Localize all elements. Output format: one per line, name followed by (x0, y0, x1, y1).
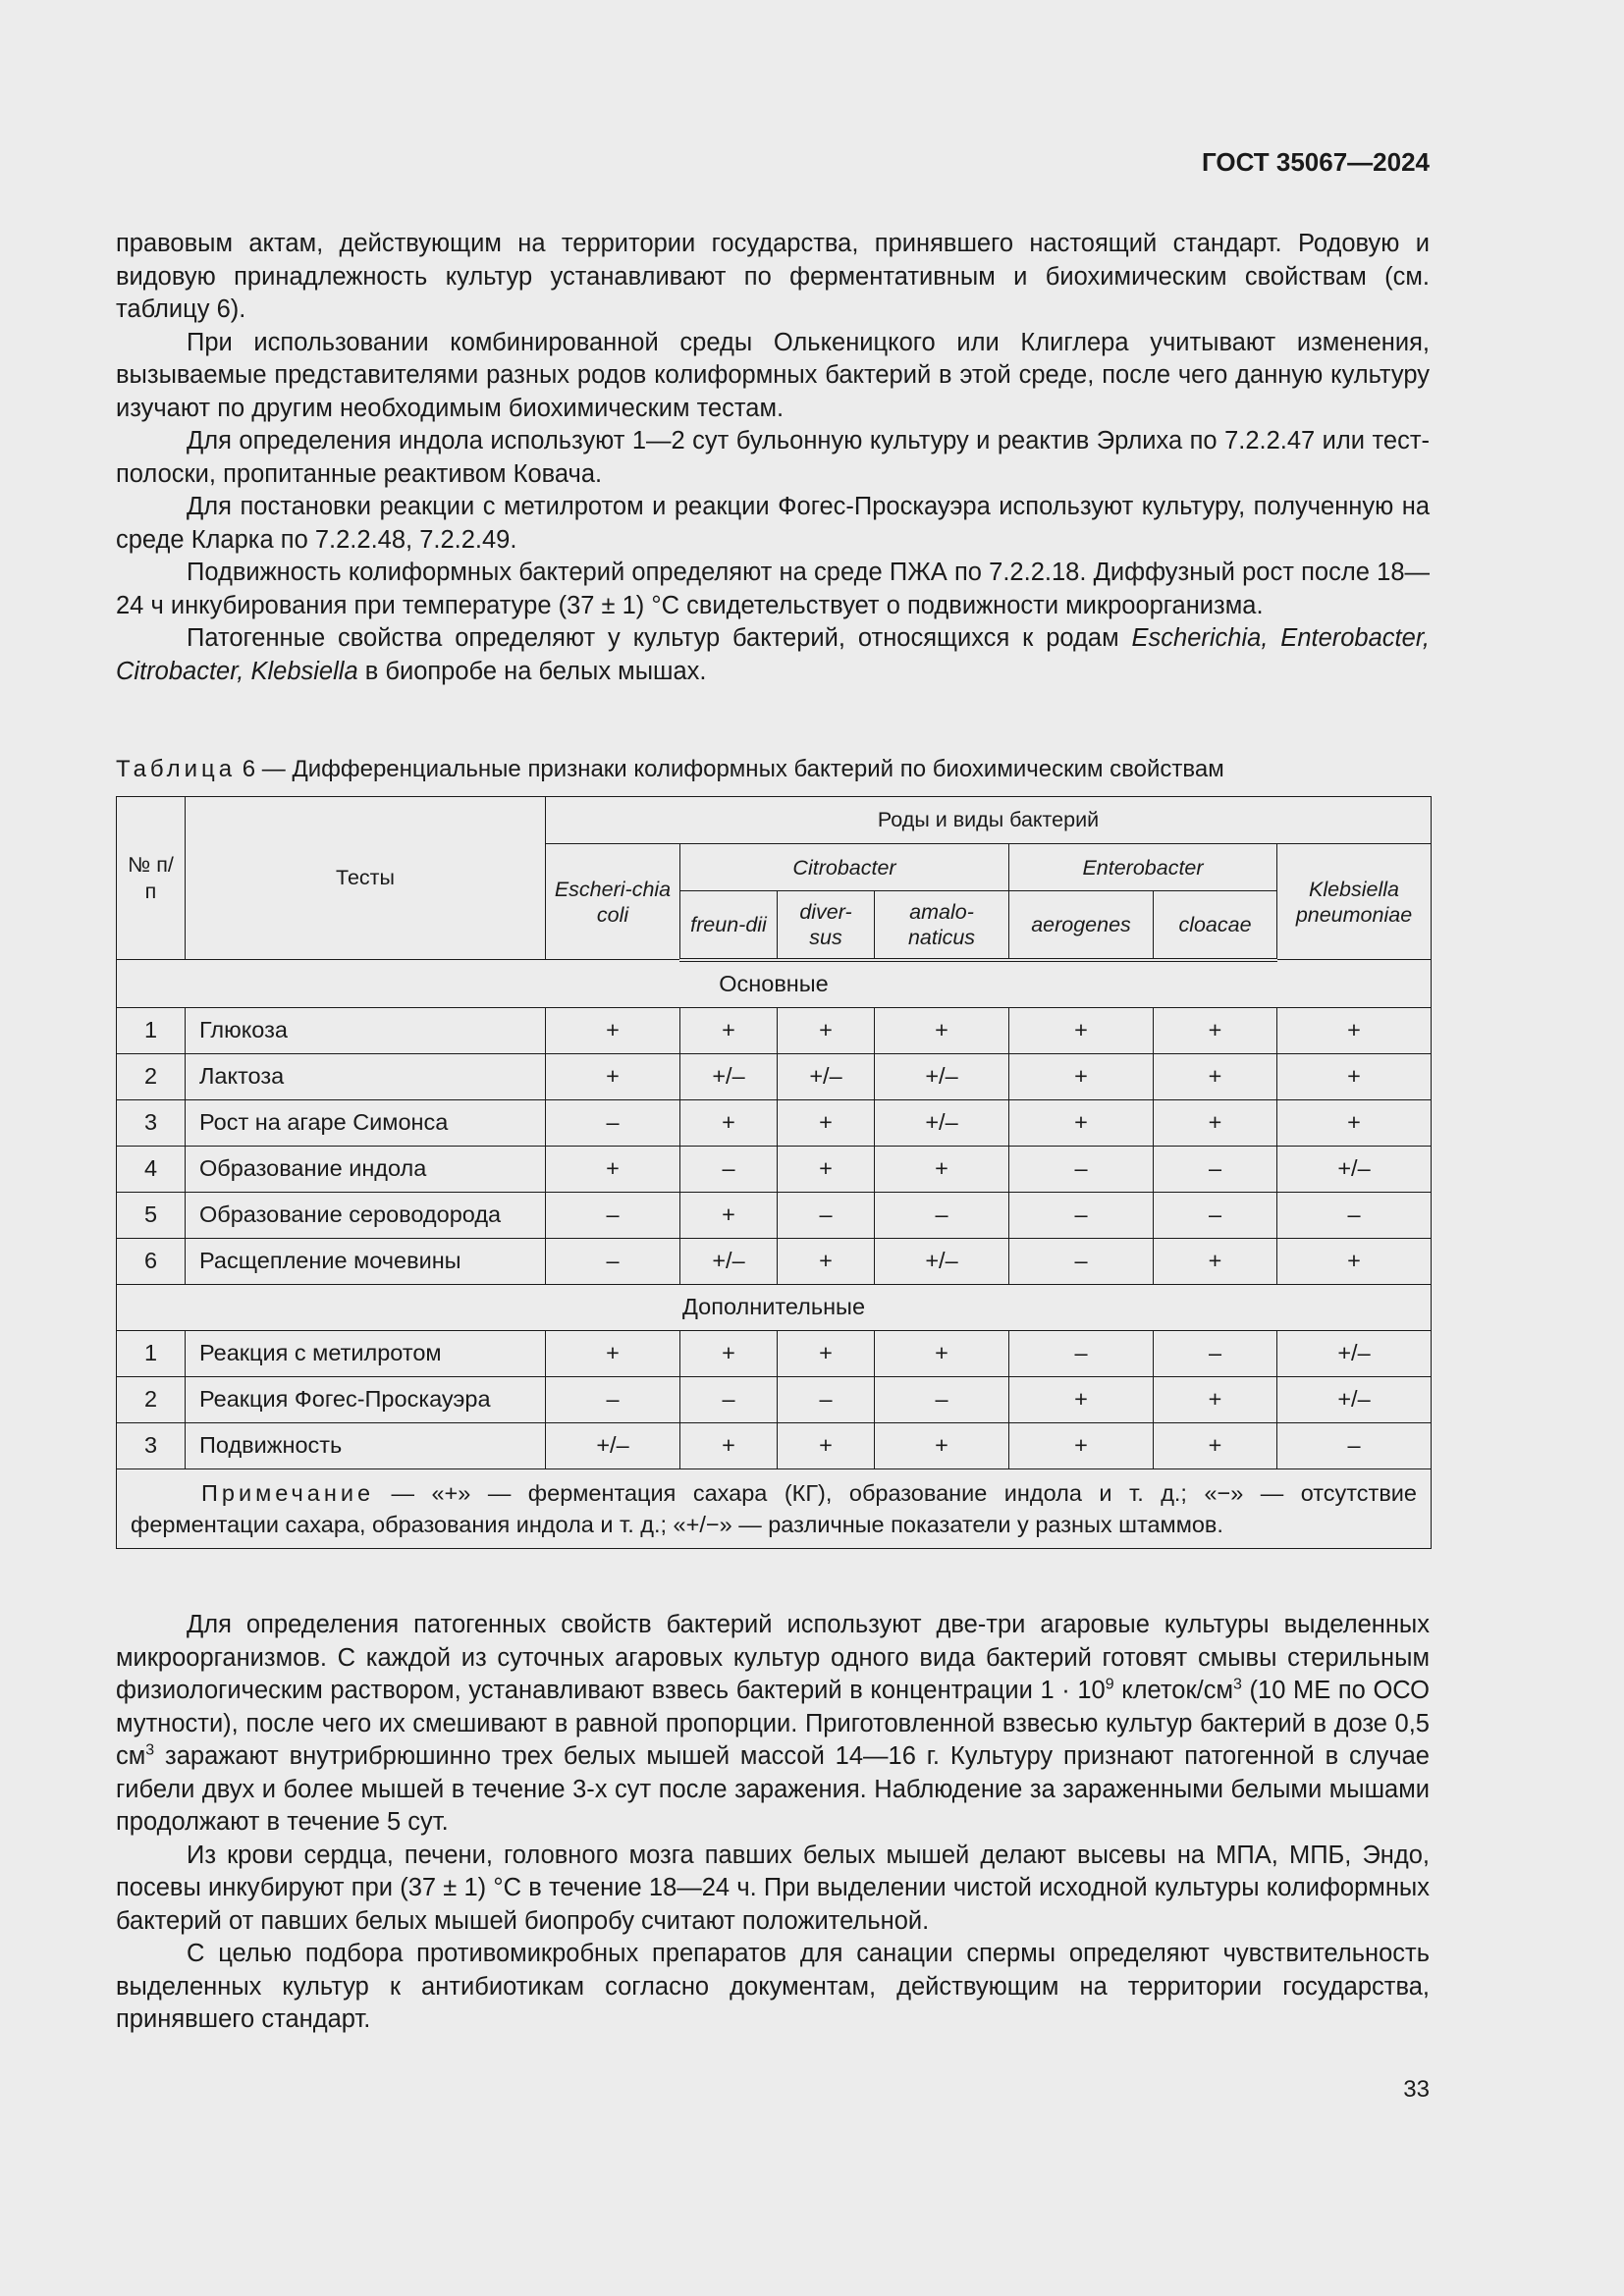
result-cell: – (778, 1192, 875, 1238)
result-cell: – (1009, 1146, 1154, 1192)
result-cell: +/– (1277, 1146, 1432, 1192)
paragraph: С целью подбора противомикробных препаратов для санации спермы определяют чувствительность выделенных культур к антибиотикам согласно документам, действующим на территории государства, принявшего стандарт. (116, 1940, 1430, 2033)
result-cell: + (546, 1330, 680, 1376)
result-cell: + (680, 1192, 778, 1238)
standard-designation: ГОСТ 35067—2024 (1202, 147, 1430, 177)
result-cell: + (1154, 1238, 1277, 1284)
result-cell: + (680, 1007, 778, 1053)
text-run: Для определения патогенных свойств бактерий используют две-три агаровые культуры выделенных микроорганизмов. С каждой из суточных агаровых культур одного вида бактерий готовят смывы стерильным физиологическим раствором, устанавливают взвесь бактерий в концентрации 1 · 10 (116, 1611, 1430, 1704)
text-run: в биопробе на белых мышах. (357, 657, 707, 685)
result-cell: – (546, 1238, 680, 1284)
col-header-cloacae: cloacae (1154, 891, 1277, 960)
col-header-aerogenes: aerogenes (1009, 891, 1154, 960)
result-cell: – (546, 1376, 680, 1422)
superscript: 3 (145, 1741, 155, 1759)
result-cell: + (1009, 1422, 1154, 1468)
col-header-klebsiella: Klebsiella pneumoniae (1277, 844, 1432, 960)
text-run: (10 МЕ по ОСО мутности), после чего их смешивают в равной пропорции. Приготовленной взвесью культур бактерий в дозе 0,5 см (116, 1677, 1430, 1770)
table-row (117, 1376, 1432, 1422)
result-cell: – (1277, 1422, 1432, 1468)
result-cell: +/– (680, 1053, 778, 1099)
text-run: Патогенные свойства определяют у культур бактерий, относящихся к родам (187, 624, 1132, 652)
table-row (117, 1007, 1432, 1053)
result-cell: + (546, 1007, 680, 1053)
superscript: 3 (1233, 1676, 1242, 1693)
result-cell: + (875, 1146, 1009, 1192)
result-cell: + (1154, 1007, 1277, 1053)
result-cell: + (1277, 1007, 1432, 1053)
result-cell: + (1009, 1053, 1154, 1099)
result-cell: – (1154, 1330, 1277, 1376)
table-row (117, 1192, 1432, 1238)
result-cell: – (1154, 1192, 1277, 1238)
paragraph (116, 1609, 1430, 1840)
result-cell: + (778, 1099, 875, 1146)
result-cell: +/– (1277, 1376, 1432, 1422)
section-title-main: Основные (117, 960, 1432, 1008)
note-text: — «+» — ферментация сахара (КГ), образование индола и т. д.; «−» — отсутствие ферментации сахара, образования индола и т. д.; «+/−» — различные показатели у разных штаммов. (131, 1479, 1417, 1537)
result-cell: – (1009, 1330, 1154, 1376)
text-block-bottom (116, 1609, 1430, 2037)
table-row (117, 1099, 1432, 1146)
result-cell: – (875, 1376, 1009, 1422)
row-number: 3 (117, 1099, 186, 1146)
page-number: 33 (1403, 2076, 1430, 2103)
result-cell: – (546, 1192, 680, 1238)
result-cell: + (1009, 1007, 1154, 1053)
result-cell: + (875, 1007, 1009, 1053)
result-cell: + (1277, 1238, 1432, 1284)
result-cell: + (1277, 1099, 1432, 1146)
result-cell: – (680, 1146, 778, 1192)
superscript: 9 (1105, 1676, 1114, 1693)
result-cell: – (546, 1099, 680, 1146)
paragraph: правовым актам, действующим на территории государства, принявшего настоящий стандарт. Родовую и видовую принадлежность культур устанавливают по ферментативным и биохимическим свойствам (см. таблицу 6). (116, 230, 1430, 323)
col-header-tests: Тесты (186, 797, 546, 960)
col-header-enterobacter: Enterobacter (1009, 844, 1277, 891)
note-label: Примечание (201, 1479, 375, 1506)
result-cell: +/– (875, 1053, 1009, 1099)
result-cell: + (680, 1099, 778, 1146)
row-number: 6 (117, 1238, 186, 1284)
result-cell: + (1009, 1099, 1154, 1146)
result-cell: + (778, 1007, 875, 1053)
text-run: клеток/см (1113, 1677, 1233, 1704)
paragraph: Подвижность колиформных бактерий определяют на среде ПЖА по 7.2.2.18. Диффузный рост после 18—24 ч инкубирования при температуре (37 ± 1) °С свидетельствует о подвижности микроорганизма. (116, 559, 1430, 619)
section-extra (117, 1284, 1432, 1468)
row-test-name: Реакция Фогес-Проскауэра (186, 1376, 546, 1422)
result-cell: +/– (546, 1422, 680, 1468)
col-header-group: Роды и виды бактерий (546, 797, 1432, 844)
paragraph: Для определения индола используют 1—2 сут бульонную культуру и реактив Эрлиха по 7.2.2.47 или тест-полоски, пропитанные реактивом Ковача. (116, 427, 1430, 488)
col-header-diversus: diver-sus (778, 891, 875, 960)
paragraph: При использовании комбинированной среды Олькеницкого или Клиглера учитывают изменения, вызываемые представителями разных родов колиформных бактерий в этой среде, после чего данную культуру изучают по другим необходимым биохимическим тестам. (116, 328, 1430, 422)
result-cell: +/– (875, 1238, 1009, 1284)
result-cell: +/– (778, 1053, 875, 1099)
col-header-freundii: freun-dii (680, 891, 778, 960)
text-run: заражают внутрибрюшинно трех белых мышей массой 14—16 г. Культуру признают патогенной в случае гибели двух и более мышей в течение 3-х сут после заражения. Наблюдение за зараженными белыми мышами продолжают в течение 5 сут. (116, 1742, 1430, 1836)
table-row (117, 1238, 1432, 1284)
result-cell: + (1154, 1422, 1277, 1468)
paragraph: Для постановки реакции с метилротом и реакции Фогес-Проскауэра используют культуру, полученную на среде Кларка по 7.2.2.48, 7.2.2.49. (116, 493, 1430, 554)
row-test-name: Образование сероводорода (186, 1192, 546, 1238)
text-block-top (116, 228, 1430, 688)
paragraph: Из крови сердца, печени, головного мозга павших белых мышей делают высевы на МПА, МПБ, Эндо, посевы инкубируют при (37 ± 1) °С в течение 18—24 ч. При выделении чистой исходной культуры колиформных бактерий от павших белых мышей биопробу считают положительной. (116, 1841, 1430, 1935)
row-test-name: Лактоза (186, 1053, 546, 1099)
col-header-number: № п/п (117, 797, 186, 960)
result-cell: + (875, 1330, 1009, 1376)
row-test-name: Образование индола (186, 1146, 546, 1192)
result-cell: + (778, 1238, 875, 1284)
result-cell: + (546, 1146, 680, 1192)
result-cell: +/– (680, 1238, 778, 1284)
row-test-name: Реакция с метилротом (186, 1330, 546, 1376)
result-cell: – (1277, 1192, 1432, 1238)
row-number: 3 (117, 1422, 186, 1468)
table-row (117, 1422, 1432, 1468)
col-header-amalonaticus: amalo-naticus (875, 891, 1009, 960)
row-number: 2 (117, 1053, 186, 1099)
col-header-ecoli: Escheri-chia coli (546, 844, 680, 960)
row-number: 5 (117, 1192, 186, 1238)
result-cell: + (1154, 1053, 1277, 1099)
row-number: 1 (117, 1007, 186, 1053)
result-cell: – (875, 1192, 1009, 1238)
col-header-citrobacter: Citrobacter (680, 844, 1009, 891)
result-cell: +/– (1277, 1330, 1432, 1376)
row-number: 2 (117, 1376, 186, 1422)
result-cell: + (778, 1422, 875, 1468)
result-cell: – (1009, 1192, 1154, 1238)
result-cell: – (680, 1376, 778, 1422)
result-cell: + (1154, 1376, 1277, 1422)
row-number: 1 (117, 1330, 186, 1376)
table-row (117, 1146, 1432, 1192)
result-cell: + (680, 1422, 778, 1468)
caption-label: Таблица (116, 756, 237, 782)
differential-table (116, 796, 1432, 1549)
result-cell: + (1009, 1376, 1154, 1422)
result-cell: + (1277, 1053, 1432, 1099)
section-title-extra: Дополнительные (117, 1284, 1432, 1330)
result-cell: + (1154, 1099, 1277, 1146)
section-main (117, 960, 1432, 1285)
result-cell: – (778, 1376, 875, 1422)
result-cell: + (778, 1330, 875, 1376)
table-caption (116, 756, 1224, 783)
caption-text: 6 — Дифференциальные признаки колиформных бактерий по биохимическим свойствам (236, 756, 1224, 782)
genera-list: Escherichia, Enterobacter, Citrobacter, Klebsiella (116, 624, 1430, 685)
result-cell: + (778, 1146, 875, 1192)
result-cell: – (1154, 1146, 1277, 1192)
result-cell: – (1009, 1238, 1154, 1284)
row-number: 4 (117, 1146, 186, 1192)
table-row (117, 1053, 1432, 1099)
paragraph (116, 622, 1430, 688)
result-cell: +/– (875, 1099, 1009, 1146)
result-cell: + (875, 1422, 1009, 1468)
row-test-name: Глюкоза (186, 1007, 546, 1053)
row-test-name: Расщепление мочевины (186, 1238, 546, 1284)
row-test-name: Рост на агаре Симонса (186, 1099, 546, 1146)
table-note (117, 1468, 1432, 1548)
table-row (117, 1330, 1432, 1376)
row-test-name: Подвижность (186, 1422, 546, 1468)
result-cell: + (680, 1330, 778, 1376)
result-cell: + (546, 1053, 680, 1099)
